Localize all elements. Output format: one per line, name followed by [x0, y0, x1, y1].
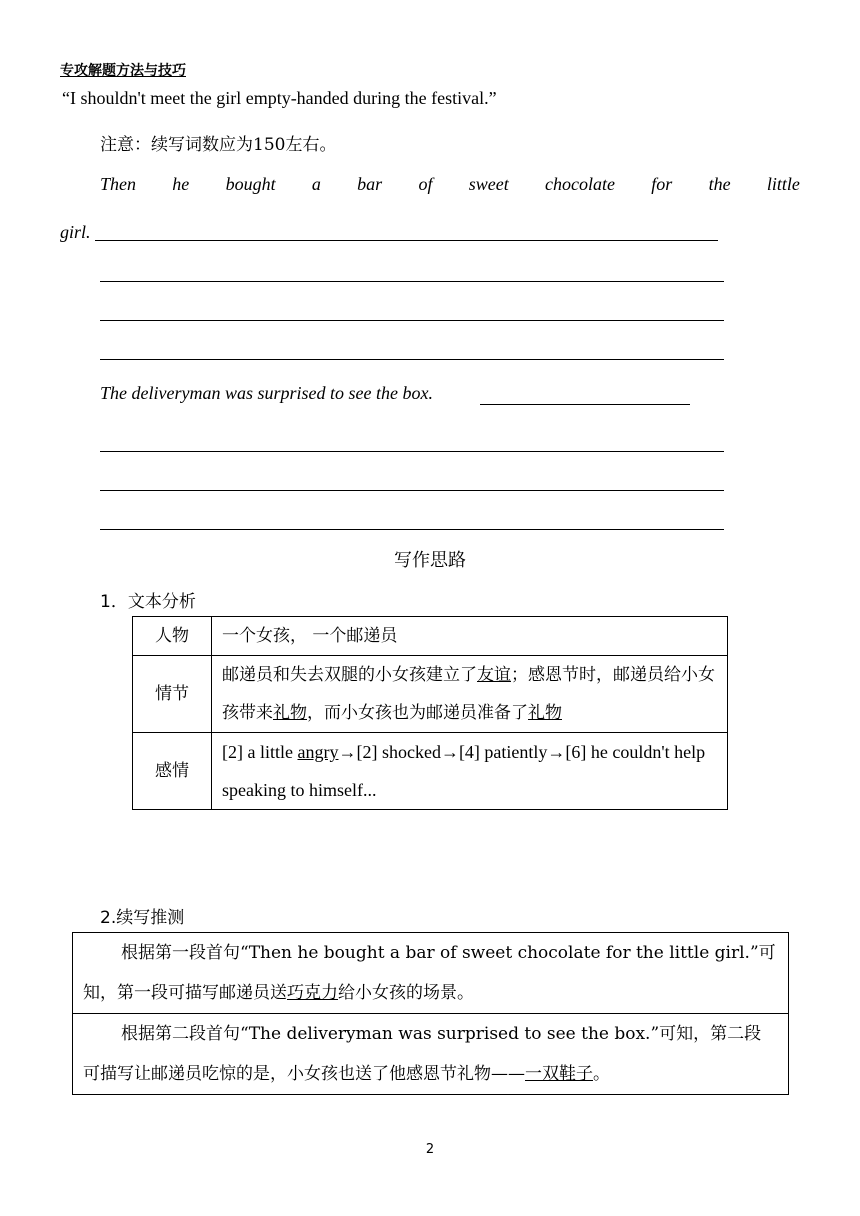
para1-word: bought [225, 174, 276, 194]
page-header: 专攻解题方法与技巧 [60, 63, 186, 79]
section1-heading: 1．文本分析 [100, 592, 196, 612]
row-content [212, 733, 728, 810]
underlined-answer: 礼物 [528, 703, 562, 723]
underlined-answer: 礼物 [273, 703, 307, 723]
text-run: 给小女孩的场景。 [338, 983, 474, 1003]
para1-word: the [708, 174, 731, 194]
para1-word: sweet [468, 174, 509, 194]
row-content: 一个女孩， 一个邮递员 [212, 617, 728, 656]
writing-line [100, 281, 724, 282]
para1-word: he [172, 174, 190, 194]
row-content [73, 933, 789, 1014]
para1-word: Then [100, 174, 136, 194]
text-run: 根据第一段首句“Then he bought a bar of sweet chocolate for the little girl.”可知，第一段可描写邮递员送 [83, 943, 776, 1003]
writing-line [100, 529, 724, 530]
row-content [73, 1014, 789, 1095]
section2-heading: 2.续写推测 [100, 908, 185, 928]
underlined-answer: 友谊 [477, 665, 511, 685]
underlined-answer: 巧克力 [287, 983, 338, 1003]
writing-line [95, 240, 718, 241]
para1-word: chocolate [545, 174, 615, 194]
text-run: 根据第二段首句“The deliveryman was surprised to see the box.”可知，第二段可描写让邮递员吃惊的是，小女孩也送了他感恩节礼物—— [83, 1024, 762, 1084]
row-label: 感情 [133, 733, 212, 810]
paragraph1-start [100, 174, 800, 195]
writing-line [100, 359, 724, 360]
table-row [73, 1014, 789, 1095]
writing-ideas-title: 写作思路 [394, 550, 466, 571]
text-run: 。 [593, 1064, 610, 1084]
row-content [212, 656, 728, 733]
table-row [73, 933, 789, 1014]
table-row [133, 733, 728, 810]
row-label: 人物 [133, 617, 212, 656]
text-run: ，而小女孩也为邮递员准备了 [307, 703, 528, 723]
underlined-answer: 一双鞋子 [525, 1064, 593, 1084]
table-row [133, 656, 728, 733]
table-row [133, 617, 728, 656]
word-count-note: 注意：续写词数应为150左右。 [100, 135, 337, 155]
writing-line [100, 320, 724, 321]
text-analysis-table [132, 616, 728, 810]
writing-line [100, 490, 724, 491]
text-run: 邮递员和失去双腿的小女孩建立了 [222, 665, 477, 685]
text-run: →[2] shocked→[4] patiently→[6] he couldn't help speaking to himself... [222, 742, 706, 800]
continuation-prediction-table [72, 932, 789, 1095]
para1-word: for [651, 174, 673, 194]
underlined-answer: angry [297, 742, 339, 762]
writing-line [480, 404, 690, 405]
para1-continuation: girl. [60, 222, 91, 242]
text-run: [2] a little [222, 742, 298, 762]
quote-sentence: “I shouldn't meet the girl empty-handed during the festival.” [62, 88, 497, 108]
para1-word: little [766, 174, 800, 194]
page-number: 2 [425, 1142, 435, 1157]
row-label: 情节 [133, 656, 212, 733]
para1-word: bar [357, 174, 383, 194]
paragraph2-start: The deliveryman was surprised to see the box. [100, 383, 433, 403]
para1-word: a [311, 174, 321, 194]
para1-word: of [418, 174, 433, 194]
text-run: ；感恩节时，邮递员给小女孩带来 [222, 665, 715, 723]
writing-line [100, 451, 724, 452]
